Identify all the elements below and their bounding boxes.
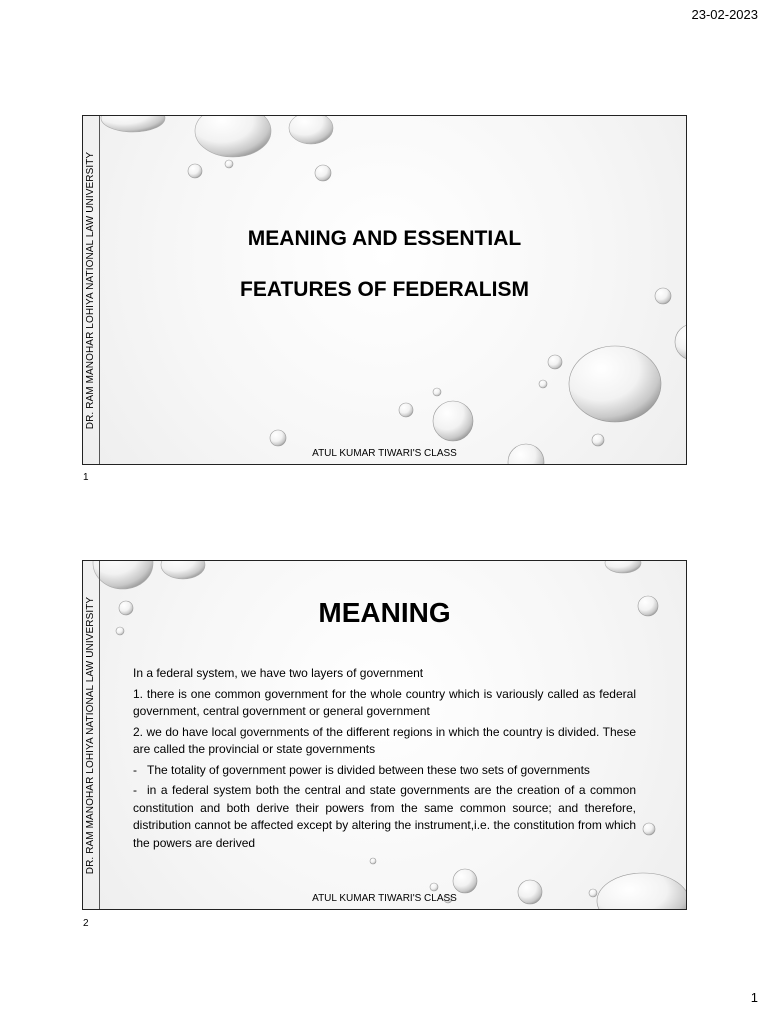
slide-footer: ATUL KUMAR TIWARI'S CLASS: [312, 893, 457, 904]
page-number: 1: [750, 990, 758, 1005]
slide-number: 2: [83, 918, 89, 929]
university-side-label: DR. RAM MANOHAR LOHIYA NATIONAL LAW UNIVERSITY: [83, 116, 100, 464]
slide-2: [82, 560, 687, 910]
slide-heading: MEANING: [318, 597, 451, 628]
slide-1: [82, 115, 687, 465]
bullet-item: - The totality of government power is divided between these two sets of governments: [133, 762, 590, 777]
bullet-item: - in a federal system both the central and state governments are the creation of a common constitution and both derive their powers from the same common source; and therefore, distribution cannot be affected except by altering the instrument,i.e. the constitution from which the powers are derived: [133, 783, 636, 850]
slide-title-line-2: FEATURES OF FEDERALISM: [240, 278, 529, 301]
paragraph: 2. we do have local governments of the different regions in which the country is divided. These are called the provincial or state governments: [133, 724, 636, 756]
university-side-label: DR. RAM MANOHAR LOHIYA NATIONAL LAW UNIVERSITY: [83, 561, 100, 909]
slide-footer: ATUL KUMAR TIWARI'S CLASS: [312, 448, 457, 459]
slide-title-line-1: MEANING AND ESSENTIAL: [247, 227, 522, 250]
print-date: 23-02-2023: [691, 7, 758, 22]
slide-number: 1: [83, 472, 89, 483]
slide-body: [133, 665, 636, 856]
paragraph: In a federal system, we have two layers of government: [133, 666, 424, 680]
paragraph: 1. there is one common government for the whole country which is variously called as federal government, central government or general government: [133, 686, 636, 718]
